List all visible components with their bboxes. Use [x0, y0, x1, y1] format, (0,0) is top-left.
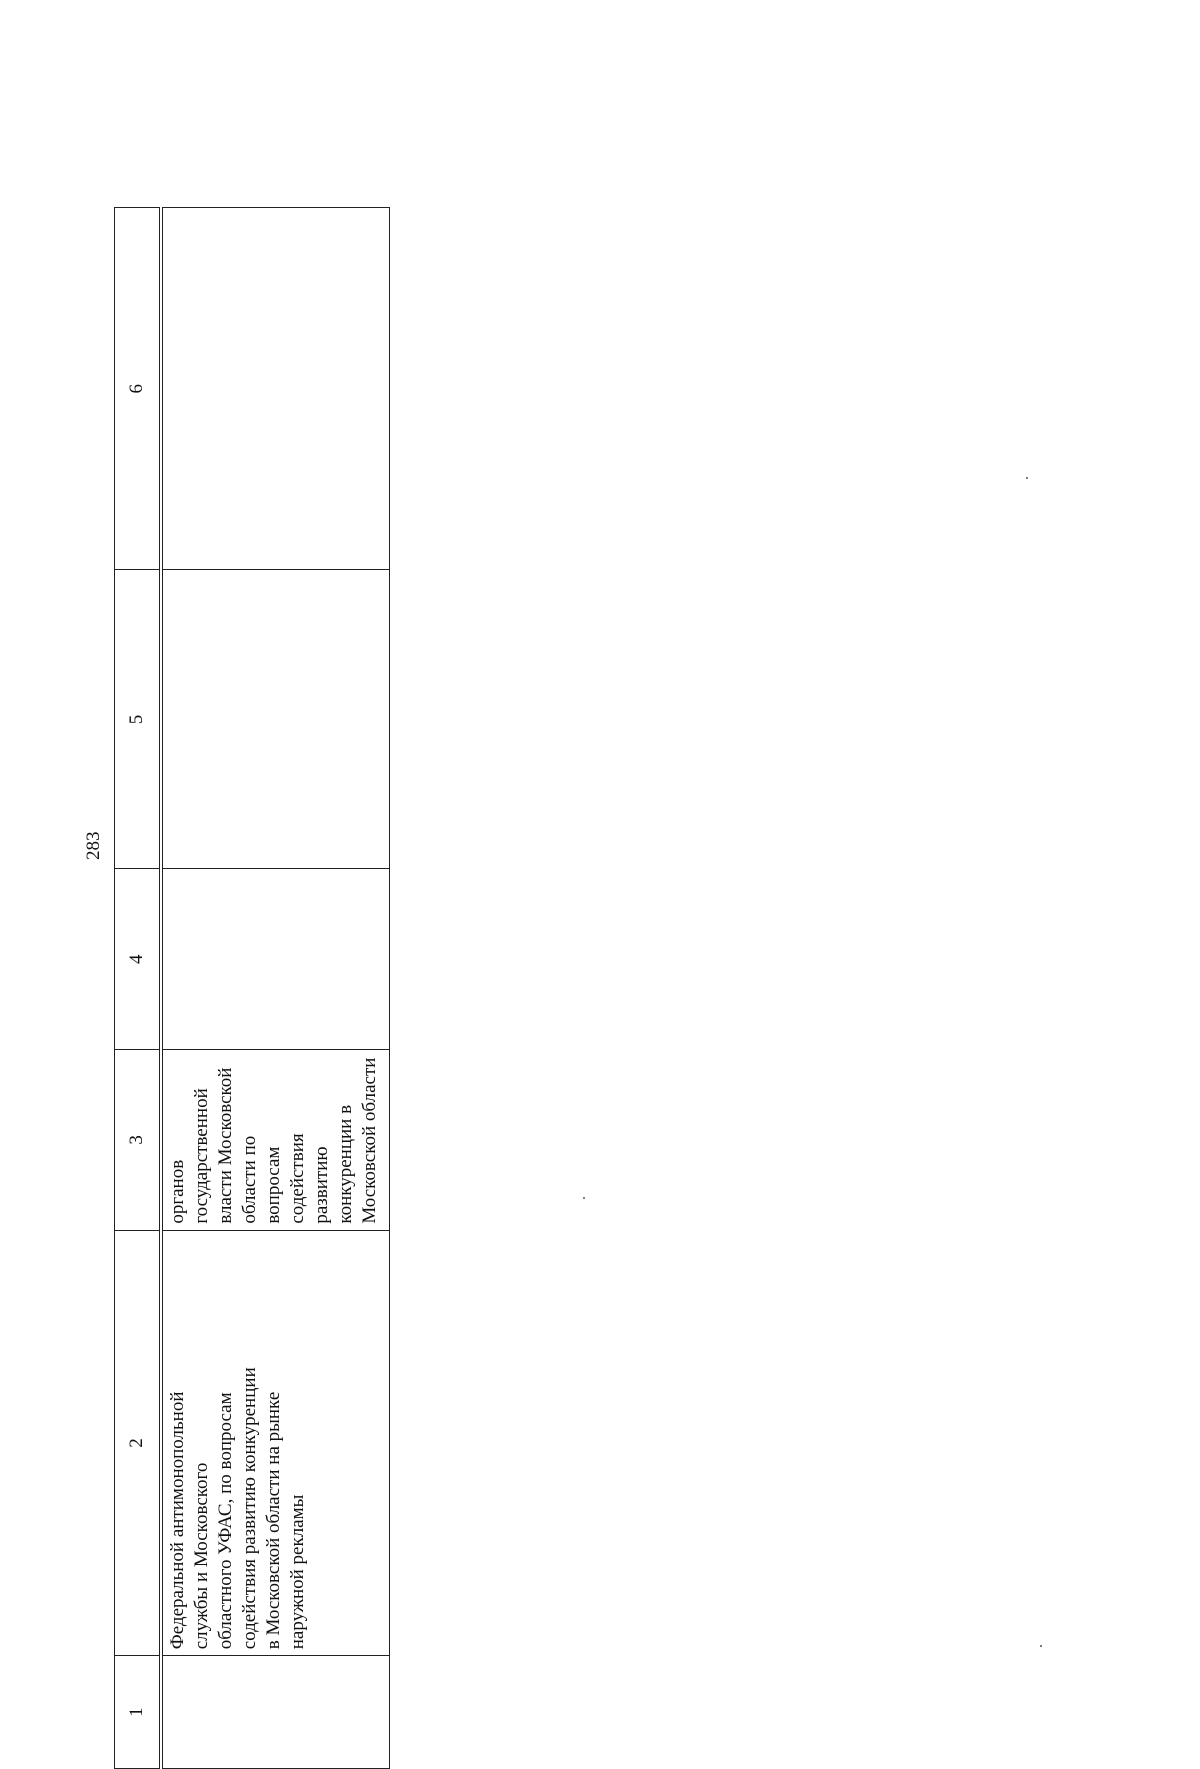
- column-header-6: 6: [115, 208, 162, 570]
- table-row: [161, 208, 390, 1769]
- scan-speck: [1040, 1645, 1042, 1647]
- column-header-3: 3: [115, 1050, 162, 1231]
- scan-speck: [1026, 477, 1028, 479]
- scan-speck: [583, 1197, 585, 1199]
- page-number: 283: [83, 831, 104, 860]
- table-cell-6: [161, 208, 390, 570]
- document-table-container: [114, 207, 390, 1769]
- column-header-5: 5: [115, 570, 162, 869]
- column-header-2: 2: [115, 1230, 162, 1656]
- table-cell-5: [161, 570, 390, 869]
- table-cell-4: [161, 869, 390, 1050]
- table-cell-3: органов государственной власти Московской области по вопросам содействия развитию конкуренции в Московской области: [161, 1050, 390, 1231]
- table-cell-1: [161, 1656, 390, 1769]
- document-table: [114, 207, 390, 1769]
- table-header-row: [115, 208, 162, 1769]
- column-header-1: 1: [115, 1656, 162, 1769]
- column-header-4: 4: [115, 869, 162, 1050]
- table-cell-2: Федеральной антимонопольной службы и Московского областного УФАС, по вопросам содействия развитию конкуренции в Московской области на рынке наружной рекламы: [161, 1230, 390, 1656]
